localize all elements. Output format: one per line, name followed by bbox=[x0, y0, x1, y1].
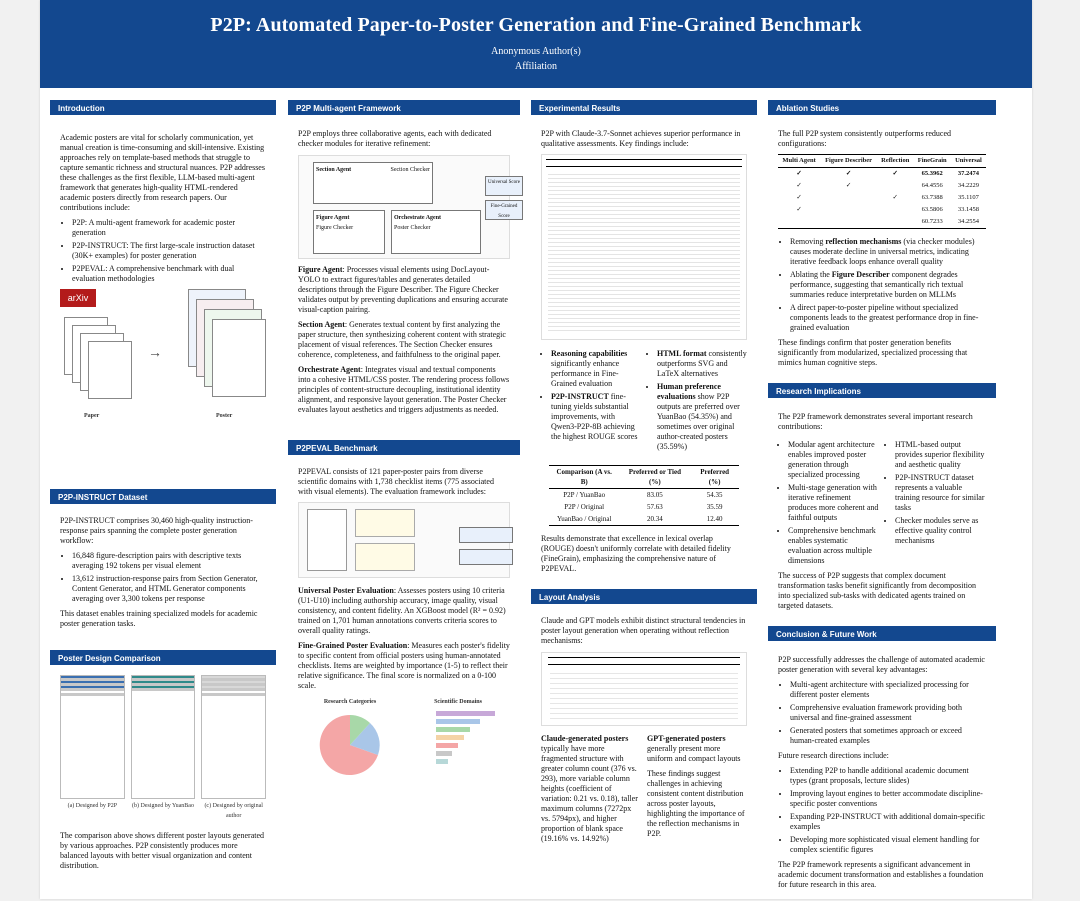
intro-list bbox=[72, 218, 266, 284]
dataset-title: P2P-INSTRUCT Dataset bbox=[50, 489, 276, 504]
table-header: Comparison (A vs. B) bbox=[549, 466, 619, 489]
table-header: Figure Describer bbox=[820, 155, 877, 168]
section-agent-label: Section Agent bbox=[298, 320, 345, 329]
design-caption: (a) Designed by P2P bbox=[67, 803, 118, 809]
design-paragraph: The comparison above shows different poster layouts generated by various approaches. P2P consistently produces more balanced layouts with better visual organization and content distribution. bbox=[60, 831, 265, 870]
column-2 bbox=[288, 100, 520, 787]
design-captions bbox=[60, 801, 266, 821]
fine-eval-text: : Measures each poster's fidelity to specific content from official posters using human-annotated checklists. Items are weighted by importance (1-5) to reflect their relative significance. The final score is normalized on a 0-100 scale. bbox=[298, 641, 510, 690]
layout-title: Layout Analysis bbox=[531, 589, 757, 604]
paper-stack-icon bbox=[64, 317, 134, 407]
diagram-label: Section Agent bbox=[316, 167, 352, 173]
framework-body bbox=[288, 115, 520, 426]
layout-paragraph: Claude and GPT models exhibit distinct structural tendencies in poster layout generation when operating without reflection mechanisms: bbox=[541, 616, 746, 645]
table-row: YuanBao / Original 20.34 12.40 bbox=[549, 513, 739, 526]
diagram-label: Poster Checker bbox=[394, 225, 431, 231]
ablation-item: • Removing reflection mechanisms (via checker modules) causes moderate decline in universal metrics, indicating iterative feedback loops enhance overall quality bbox=[790, 237, 986, 267]
finding-item: • P2P-INSTRUCT fine-tuning yields substantial improvements, with Qwen3-P2P-8B achieving the highest ROUGE scores bbox=[551, 392, 641, 442]
gpt-paragraph-2: These findings suggest challenges in achieving consistent content distribution across poster layouts, highlighting the importance of the reflection mechanisms in P2P. bbox=[647, 769, 745, 838]
diagram-label: Section Checker bbox=[390, 167, 430, 173]
table-row: ✓ 63.5806 33.1458 bbox=[796, 206, 980, 213]
ablation-table bbox=[778, 154, 986, 229]
claude-label: Claude-generated posters bbox=[541, 734, 629, 743]
diagram-box: Universal Score bbox=[485, 176, 523, 196]
poster-label: Poster bbox=[216, 413, 233, 419]
table-row: P2P / YuanBao 83.05 54.35 bbox=[563, 491, 723, 499]
results-body bbox=[531, 115, 757, 585]
table-header: Universal bbox=[951, 155, 986, 168]
conclusion-list bbox=[790, 680, 986, 746]
conclusion-item: • Generated posters that sometimes approach or exceed human-created examples bbox=[790, 726, 986, 746]
ablation-paragraph: The full P2P system consistently outperforms reduced configurations: bbox=[778, 129, 952, 148]
implication-item: • HTML-based output provides superior flexibility and aesthetic quality bbox=[895, 440, 986, 470]
universal-eval-text: : Assesses posters using 10 criteria (U1-U10) including authorship accuracy, image quality, visual consistency, and content fidelity. An XGBoost model (R² = 0.92) trained on 1,701 human annotations converts criteria scores to overall quality ratings. bbox=[298, 586, 506, 635]
poster-thumbnail-p2p bbox=[60, 675, 125, 799]
table-header: Reflection bbox=[877, 155, 914, 168]
column-4 bbox=[768, 100, 996, 901]
framework-title: P2P Multi-agent Framework bbox=[288, 100, 520, 115]
orchestrate-agent-label: Orchestrate Agent bbox=[298, 365, 361, 374]
paper-label: Paper bbox=[84, 413, 100, 419]
eval-diagram bbox=[298, 502, 510, 578]
diagram-box: Fine-Grained Score bbox=[485, 200, 523, 220]
diagram-label: Figure Checker bbox=[316, 225, 354, 231]
intro-body bbox=[50, 115, 276, 453]
implication-item: • P2P-INSTRUCT dataset represents a valuable training resource for similar tasks bbox=[895, 473, 986, 513]
gpt-paragraph: GPT-generated posters generally present more uniform and compact layouts bbox=[647, 734, 741, 763]
intro-item: • P2PEVAL: A comprehensive benchmark with dual evaluation methodologies bbox=[72, 264, 266, 284]
column-3 bbox=[531, 100, 757, 855]
intro-title: Introduction bbox=[50, 100, 276, 115]
conclusion-item: • Comprehensive evaluation framework providing both universal and fine-grained assessment bbox=[790, 703, 986, 723]
orchestrate-agent-text: : Integrates visual and textual components into a cohesive HTML/CSS poster. The rendering process follows principles of content-structure decoupling, institutional identity alignment, and responsive layout generation. The Poster Checker evaluates layout aesthetics and triggers adjustments as needed. bbox=[298, 365, 510, 414]
bar-chart-title: Scientific Domains bbox=[434, 699, 482, 705]
ablation-paragraph-2: These findings confirm that poster generation benefits significantly from modularized, specialized processing that mimics human cognitive steps. bbox=[778, 338, 968, 367]
domain-charts bbox=[298, 697, 510, 781]
figure-agent-paragraph bbox=[298, 265, 510, 315]
table-row: 60.7233 34.2554 bbox=[778, 216, 986, 229]
pie-chart-title: Research Categories bbox=[323, 699, 377, 705]
future-item: • Extending P2P to handle additional academic document types (grant proposals, lecture slides) bbox=[790, 766, 986, 786]
future-item: • Improving layout engines to better accommodate discipline-specific poster conventions bbox=[790, 789, 986, 809]
preference-table bbox=[549, 465, 739, 526]
table-row: P2P / Original 57.63 35.59 bbox=[564, 503, 723, 511]
poster-stack-icon bbox=[188, 289, 268, 409]
diagram-label: Orchestrate Agent bbox=[394, 215, 442, 221]
future-item: • Developing more sophisticated visual element handling for complex scientific figures bbox=[790, 835, 986, 855]
future-item: • Expanding P2P-INSTRUCT with additional domain-specific examples bbox=[790, 812, 986, 832]
design-caption: (b) Designed by YuanBao bbox=[132, 803, 194, 809]
domains-bar-chart bbox=[406, 697, 510, 781]
implication-item: • Comprehensive benchmark enables systematic evaluation across multiple dimensions bbox=[788, 526, 879, 566]
fine-eval-paragraph bbox=[298, 641, 510, 691]
ablation-item: • A direct paper-to-poster pipeline without specialized components leads to the greatest performance drop in fine-grained evaluation bbox=[790, 303, 986, 333]
dataset-list bbox=[72, 551, 266, 604]
implication-item: • Modular agent architecture enables improved poster generation through specialized processing bbox=[788, 440, 879, 480]
dataset-item: • 13,612 instruction-response pairs from Section Generator, Content Generator, and HTML Generator components averaging over 3,300 tokens per response bbox=[72, 574, 266, 604]
dataset-paragraph-2: This dataset enables training specialized models for academic poster generation tasks. bbox=[60, 609, 258, 628]
framework-diagram bbox=[298, 155, 521, 259]
design-body bbox=[50, 665, 276, 882]
eval-paragraph: P2PEVAL consists of 121 paper-poster pairs from diverse scientific domains with 1,738 checklist items (775 associated with visual elements). The evaluation framework includes: bbox=[298, 467, 494, 496]
table-row: ✓ ✓ 63.7388 35.1107 bbox=[796, 194, 979, 201]
implications-paragraph-2: The success of P2P suggests that complex document transformation tasks benefit significantly from decomposition into specialized sub-tasks with dedicated agents trained on targeted datasets. bbox=[778, 571, 976, 610]
table-row: ✓ ✓ ✓ 65.3962 37.2474 bbox=[796, 170, 980, 177]
conclusion-paragraph: P2P successfully addresses the challenge of automated academic poster generation with several key advantages: bbox=[778, 655, 985, 674]
pie-chart-svg bbox=[300, 707, 400, 777]
eval-body bbox=[288, 455, 520, 787]
results-title: Experimental Results bbox=[531, 100, 757, 115]
conclusion-paragraph-3: The P2P framework represents a significant advancement in academic document transformation and establishes a foundation for future research in this area. bbox=[778, 860, 984, 889]
universal-eval-paragraph bbox=[298, 586, 510, 636]
finding-item: • Reasoning capabilities significantly enhance performance in Fine-Grained evaluation bbox=[551, 349, 641, 389]
dataset-paragraph: P2P-INSTRUCT comprises 30,460 high-quality instruction-response pairs spanning the complete poster generation workflow: bbox=[60, 516, 253, 545]
table-header: Preferred or Tied (%) bbox=[619, 466, 690, 489]
arxiv-logo: arXiv bbox=[60, 289, 96, 307]
table-header: Multi Agent bbox=[778, 155, 820, 168]
layout-table-image bbox=[541, 652, 747, 726]
section-agent-text: : Generates textual content by first analyzing the paper structure, then synthesizing coherent content with strategic placement of visual references. The Section Checker ensures coherence, completeness, and faithfulness to the original paper. bbox=[298, 320, 506, 359]
poster-thumbnail-yuanbao bbox=[131, 675, 196, 799]
table-row: ✓ ✓ 64.4556 34.2229 bbox=[796, 182, 980, 189]
arrow-icon: → bbox=[148, 346, 162, 361]
conclusion-title: Conclusion & Future Work bbox=[768, 626, 996, 641]
layout-body bbox=[531, 604, 757, 855]
results-paragraph: P2P with Claude-3.7-Sonnet achieves superior performance in qualitative assessments. Key findings include: bbox=[541, 129, 741, 148]
paper-poster-figure bbox=[60, 289, 266, 421]
implications-body bbox=[768, 398, 996, 622]
finding-item: • Human preference evaluations show P2P outputs are preferred over YuanBao (54.35%) and sometimes over original author-created posters (35.59%) bbox=[657, 382, 747, 452]
claude-paragraph: Claude-generated posters typically have more fragmented structure with greater column count (376 vs. 293), more variable column heights (coefficient of variation: 0.21 vs. 0.18), taller maximum columns (7272px vs. 5794px), and higher proportion of blank space (19.16% vs. 14.92%) bbox=[541, 734, 638, 843]
diagram-box bbox=[313, 210, 385, 254]
implication-item: • Checker modules serve as effective quality control mechanisms bbox=[895, 516, 986, 546]
results-paragraph-2: Results demonstrate that excellence in lexical overlap (ROUGE) doesn't uniformly correlate with detailed fidelity (FineGrain), emphasizing the comprehensive nature of P2PEVAL. bbox=[541, 534, 731, 573]
conclusion-body bbox=[768, 641, 996, 901]
poster-authors: Anonymous Author(s) bbox=[491, 46, 581, 57]
framework-paragraph: P2P employs three collaborative agents, each with dedicated checker modules for iterative refinement: bbox=[298, 129, 492, 148]
implications-paragraph: The P2P framework demonstrates several important research contributions: bbox=[778, 412, 973, 431]
gpt-label: GPT-generated posters bbox=[647, 734, 726, 743]
table-header: FineGrain bbox=[914, 155, 951, 168]
categories-pie-chart bbox=[298, 697, 402, 781]
implications-title: Research Implications bbox=[768, 383, 996, 398]
intro-item: • P2P: A multi-agent framework for academic poster generation bbox=[72, 218, 266, 238]
ablation-title: Ablation Studies bbox=[768, 100, 996, 115]
poster-affiliation: Affiliation bbox=[514, 61, 558, 72]
table-header: Preferred (%) bbox=[691, 466, 739, 489]
implications-lists bbox=[778, 437, 986, 571]
figure-agent-text: : Processes visual elements using DocLayout-YOLO to extract figures/tables and generates detailed descriptions through the Figure Describer. The Figure Checker validates output by preventing duplications and ensuring accurate visual-caption pairing. bbox=[298, 265, 508, 314]
dataset-body bbox=[50, 504, 276, 644]
diagram-box bbox=[391, 210, 481, 254]
ablation-item: • Ablating the Figure Describer component degrades performance, suggesting that semantically rich textual summaries reduce interpretative burden on MLLMs bbox=[790, 270, 986, 300]
poster bbox=[40, 0, 1032, 899]
implication-item: • Multi-stage generation with iterative refinement produces more coherent and faithful outputs bbox=[788, 483, 879, 523]
ablation-body bbox=[768, 115, 996, 379]
design-figures bbox=[60, 675, 266, 799]
orchestrate-agent-paragraph bbox=[298, 365, 510, 415]
layout-comparison bbox=[541, 734, 747, 849]
results-main-table-image bbox=[541, 154, 747, 340]
figure-agent-label: Figure Agent bbox=[298, 265, 343, 274]
future-list bbox=[790, 766, 986, 855]
conclusion-item: • Multi-agent architecture with specialized processing for different poster elements bbox=[790, 680, 986, 700]
poster-thumbnail-original bbox=[201, 675, 266, 799]
future-heading: Future research directions include: bbox=[778, 751, 889, 760]
intro-item: • P2P-INSTRUCT: The first large-scale instruction dataset (30K+ examples) for poster generation bbox=[72, 241, 266, 261]
finding-item: • HTML format consistently outperforms SVG and LaTeX alternatives bbox=[657, 349, 747, 379]
design-caption: (c) Designed by original author bbox=[204, 803, 263, 819]
column-1 bbox=[50, 100, 276, 882]
ablation-list bbox=[790, 237, 986, 333]
eval-title: P2PEVAL Benchmark bbox=[288, 440, 520, 455]
dataset-item: • 16,848 figure-description pairs with descriptive texts averaging 192 tokens per visual element bbox=[72, 551, 266, 571]
poster-title: P2P: Automated Paper-to-Poster Generation and Fine-Grained Benchmark bbox=[210, 14, 862, 36]
diagram-box bbox=[313, 162, 433, 204]
poster-header bbox=[40, 0, 1032, 88]
results-findings bbox=[541, 346, 747, 457]
section-agent-paragraph bbox=[298, 320, 510, 360]
design-title: Poster Design Comparison bbox=[50, 650, 276, 665]
universal-eval-label: Universal Poster Evaluation bbox=[298, 586, 394, 595]
diagram-label: Figure Agent bbox=[316, 215, 350, 221]
fine-eval-label: Fine-Grained Poster Evaluation bbox=[298, 641, 408, 650]
intro-paragraph: Academic posters are vital for scholarly communication, yet manual creation is time-consuming and skill-intensive. Existing approaches rely on template-based methods that struggle to capture semantic richness and structural nuances. P2P addresses these challenges as the first flexible, LLM-based multi-agent framework that generates high-quality HTML-rendered academic posters directly from research papers. Our contributions include: bbox=[60, 133, 265, 212]
